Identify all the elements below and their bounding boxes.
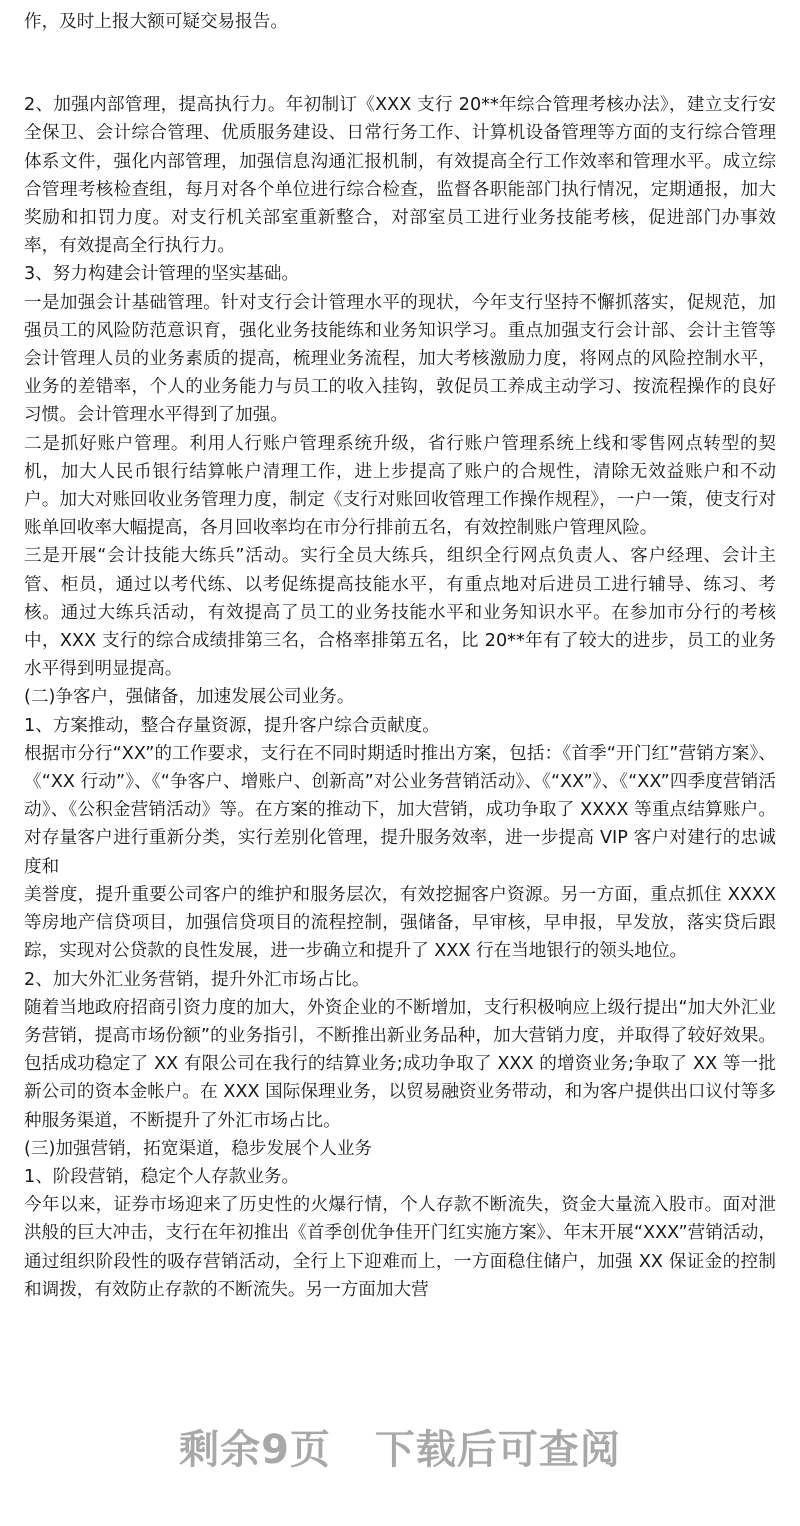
paragraph-account-management: 二是抓好账户管理。利用人行账户管理系统升级，省行账户管理系统上线和零售网点转型的契机，加大人民币银行结算帐户清理工作，进上步提高了账户的合规性，清除无效益账户和不动户。加大对账回收业务管理力度，制定《支行对账回收管理工作操作规程》，一户一策，使支行对账单回收率大幅提高，各月回收率均在市分行排前五名，有效控制账户管理风险。 [24,433,776,539]
paragraph-top: 作，及时上报大额可疑交易报告。 [24,12,288,32]
download-to-view-label[interactable]: 下载后可查阅 [374,1427,621,1473]
paragraph-plan-promotion: 根据市分行“XX”的工作要求，支行在不同时期适时推出方案，包括：《首季“开门红”营销方案》、《“XX 行动”》、《“争客户、增账户、创新高”对公业务营销活动》、《“XX”》、《“XX”四季度营销活动》、《公积金营销活动》等。在方案的推动下，加大营销，成功争取了 XXXX 等重点结算账户。对存量客户进行重新分类，实行差别化管理，提升服务效率，进一步提高 VIP 客户对建行的忠诚度和 [24,743,776,877]
download-prompt[interactable] [0,1418,800,1475]
paragraph-internal-management: 2、加强内部管理，提高执行力。年初制订《XXX 支行 20**年综合管理考核办法》，建立支行安全保卫、会计综合管理、优质服务建设、日常行务工作、计算机设备管理等方面的支行综合管理体系文件，强化内部管理，加强信息沟通汇报机制，有效提高全行工作效率和管理水平。成立综合管理考核检查组，每月对各个单位进行综合检查，监督各职能部门执行情况，定期通报，加大奖励和扣罚力度。对支行机关部室重新整合，对部室员工进行业务技能考核，促进部门办事效率，有效提高全行执行力。 [24,95,776,257]
paragraph-accounting-basics: 一是加强会计基础管理。针对支行会计管理水平的现状，今年支行坚持不懈抓落实，促规范，加强员工的风险防范意识育，强化业务技能练和业务知识学习。重点加强支行会计部、会计主管等会计管理人员的业务素质的提高，梳理业务流程，加大考核激励力度，将网点的风险控制水平，业务的差错率，个人的业务能力与员工的收入挂钩，敦促员工养成主动学习、按流程操作的良好习惯。会计管理水平得到了加强。 [24,292,776,426]
heading-stage-marketing: 1、阶段营销，稳定个人存款业务。 [24,1166,300,1187]
paragraph-stage-marketing: 今年以来，证券市场迎来了历史性的火爆行情，个人存款不断流失，资金大量流入股市。面对泄洪般的巨大冲击，支行在年初推出《首季创优争佳开门红实施方案》、年末开展“XXX”营销活动，通过组织阶段性的吸存营销活动，全行上下迎难而上，一方面稳住储户，加强 XX 保证金的控制和调拨，有效防止存款的不断流失。另一方面加大营 [24,1195,776,1300]
heading-forex: 2、加大外汇业务营销，提升外汇市场占比。 [24,969,370,990]
heading-personal-business: (三)加强营销，拓宽渠道，稳步发展个人业务 [24,1138,373,1159]
paragraph-skills-training: 三是开展“会计技能大练兵”活动。实行全员大练兵，组织全行网点负责人、客户经理、会计主管、柜员，通过以考代练、以考促练提高技能水平，有重点地对后进员工进行辅导、练习、考核。通过大练兵活动，有效提高了员工的业务技能水平和业务知识水平。在参加市分行的考核中，XXX 支行的综合成绩排第三名，合格率排第五名，比 20**年有了较大的进步，员工的业务水平得到明显提高。 [24,546,776,680]
heading-corporate-business: (二)争客户，强储备，加速发展公司业务。 [24,687,355,708]
paragraph-reputation: 美誉度，提升重要公司客户的维护和服务层次，有效挖掘客户资源。另一方面，重点抓住 XXXX 等房地产信贷项目，加强信贷项目的流程控制，强储备，早审核，早申报，早发放，落实贷后跟踪，实现对公贷款的良性发展，进一步确立和提升了 XXX 行在当地银行的领头地位。 [24,884,776,962]
heading-accounting-foundation: 3、努力构建会计管理的坚实基础。 [24,264,300,285]
paragraph-gap [24,36,776,91]
document-body [24,8,776,1304]
heading-plan-promotion: 1、方案推动，整合存量资源，提升客户综合贡献度。 [24,715,440,736]
remaining-pages-label[interactable]: 剩余9页 [179,1427,331,1473]
paragraph-forex: 随着当地政府招商引资力度的加大，外资企业的不断增加，支行积极响应上级行提出“加大外汇业务营销，提高市场份额”的业务指引，不断推出新业务品种，加大营销力度，并取得了较好效果。包括成功稳定了 XX 有限公司在我行的结算业务;成功争取了 XXX 的增资业务;争取了 XX 等一批新公司的资本金帐户。在 XXX 国际保理业务，以贸易融资业务带动，和为客户提供出口议付等多种服务渠道，不断提升了外汇市场占比。 [24,997,776,1131]
